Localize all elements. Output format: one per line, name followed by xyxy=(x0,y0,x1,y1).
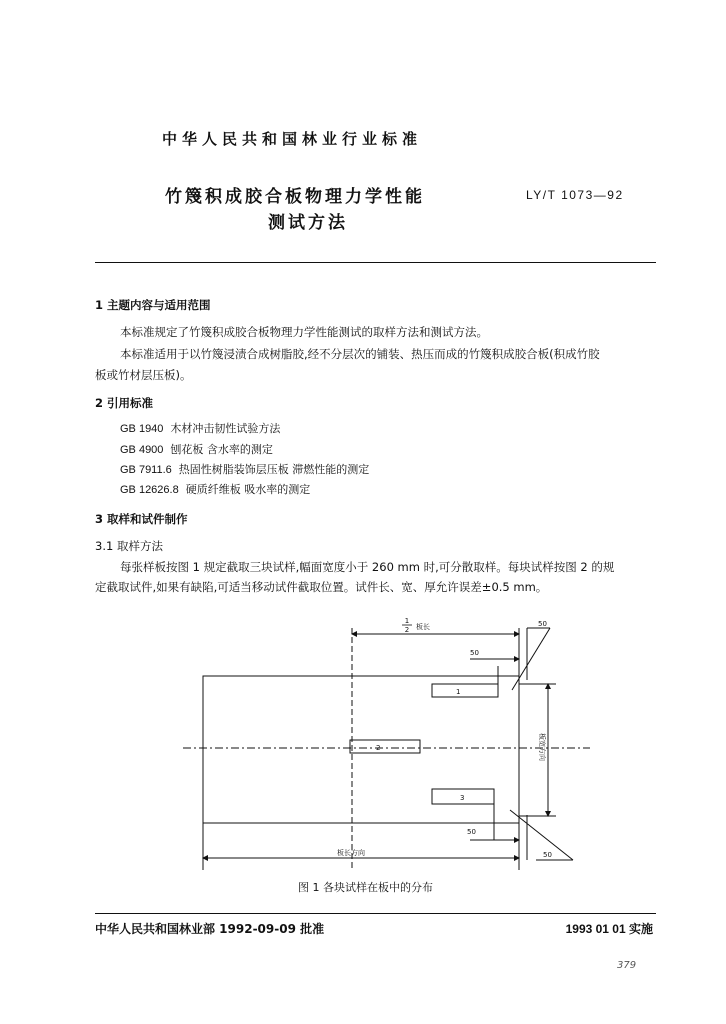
specimen-2-label: 2 xyxy=(376,744,381,752)
standard-category-header: 中华人民共和国林业行业标准 xyxy=(162,130,423,148)
section-3-1-heading: 3.1 取样方法 xyxy=(95,539,163,553)
length-direction-label: 板长方向 xyxy=(337,849,365,857)
specimen-2 xyxy=(350,740,420,753)
footer-divider xyxy=(95,913,656,914)
section-3-1-para-line1: 每张样板按图 1 规定截取三块试样,幅面宽度小于 260 mm 时,可分散取样。每块试样按图 2 的规 xyxy=(120,560,615,574)
board-outline xyxy=(203,676,519,823)
reference-code: GB 4900 xyxy=(120,444,164,456)
document-title-line2: 测试方法 xyxy=(268,213,348,233)
effective-date: 1993 01 01 实施 xyxy=(565,922,653,936)
section-1-heading: 1 主题内容与适用范围 xyxy=(95,298,211,312)
width-direction-label: 板宽方向 xyxy=(538,733,546,761)
half-length-label: 板长 xyxy=(416,623,430,631)
reference-title: 硬质纤维板 吸水率的测定 xyxy=(185,483,311,496)
reference-code: GB 1940 xyxy=(120,423,164,435)
reference-title: 刨花板 含水率的测定 xyxy=(170,443,273,456)
specimen-1-label: 1 xyxy=(456,688,461,696)
specimen-3-label: 3 xyxy=(460,794,465,802)
section-3-1-para-line2: 定截取试件,如果有缺陷,可适当移动试件截取位置。试件长、宽、厚允许误差±0.5 mm。 xyxy=(95,580,548,594)
end-gap-label-bottom: 50 xyxy=(467,828,476,836)
half-fraction-numerator: 1 xyxy=(404,617,410,625)
specimen-1 xyxy=(432,684,498,697)
section-1-para-2-line2: 板或竹材层压板)。 xyxy=(95,368,192,382)
document-title-line1: 竹篾积成胶合板物理力学性能 xyxy=(165,187,425,207)
section-3-heading: 3 取样和试件制作 xyxy=(95,512,188,526)
reference-title: 热固性树脂装饰层压板 滞燃性能的测定 xyxy=(178,463,370,476)
figure-1-caption: 图 1 各块试样在板中的分布 xyxy=(298,881,433,894)
reference-title: 木材冲击韧性试验方法 xyxy=(170,422,281,435)
edge-margin-label-top: 50 xyxy=(538,620,547,628)
reference-code: GB 12626.8 xyxy=(120,484,179,496)
edge-margin-label-bottom: 50 xyxy=(543,851,552,859)
section-1-para-2-line1: 本标准适用于以竹篾浸渍合成树脂胶,经不分层次的铺装、热压而成的竹篾积成胶合板(积成竹胶 xyxy=(120,347,600,361)
reference-code: GB 7911.6 xyxy=(120,464,172,476)
approval-info: 中华人民共和国林业部 1992-09-09 批准 xyxy=(95,922,325,936)
standard-number: LY/T 1073—92 xyxy=(526,188,624,202)
end-gap-label-top: 50 xyxy=(470,649,479,657)
page-number: 379 xyxy=(617,960,637,971)
section-1-para-1: 本标准规定了竹篾积成胶合板物理力学性能测试的取样方法和测试方法。 xyxy=(120,325,488,339)
half-fraction-denominator: 2 xyxy=(404,626,410,634)
section-2-heading: 2 引用标准 xyxy=(95,396,154,410)
